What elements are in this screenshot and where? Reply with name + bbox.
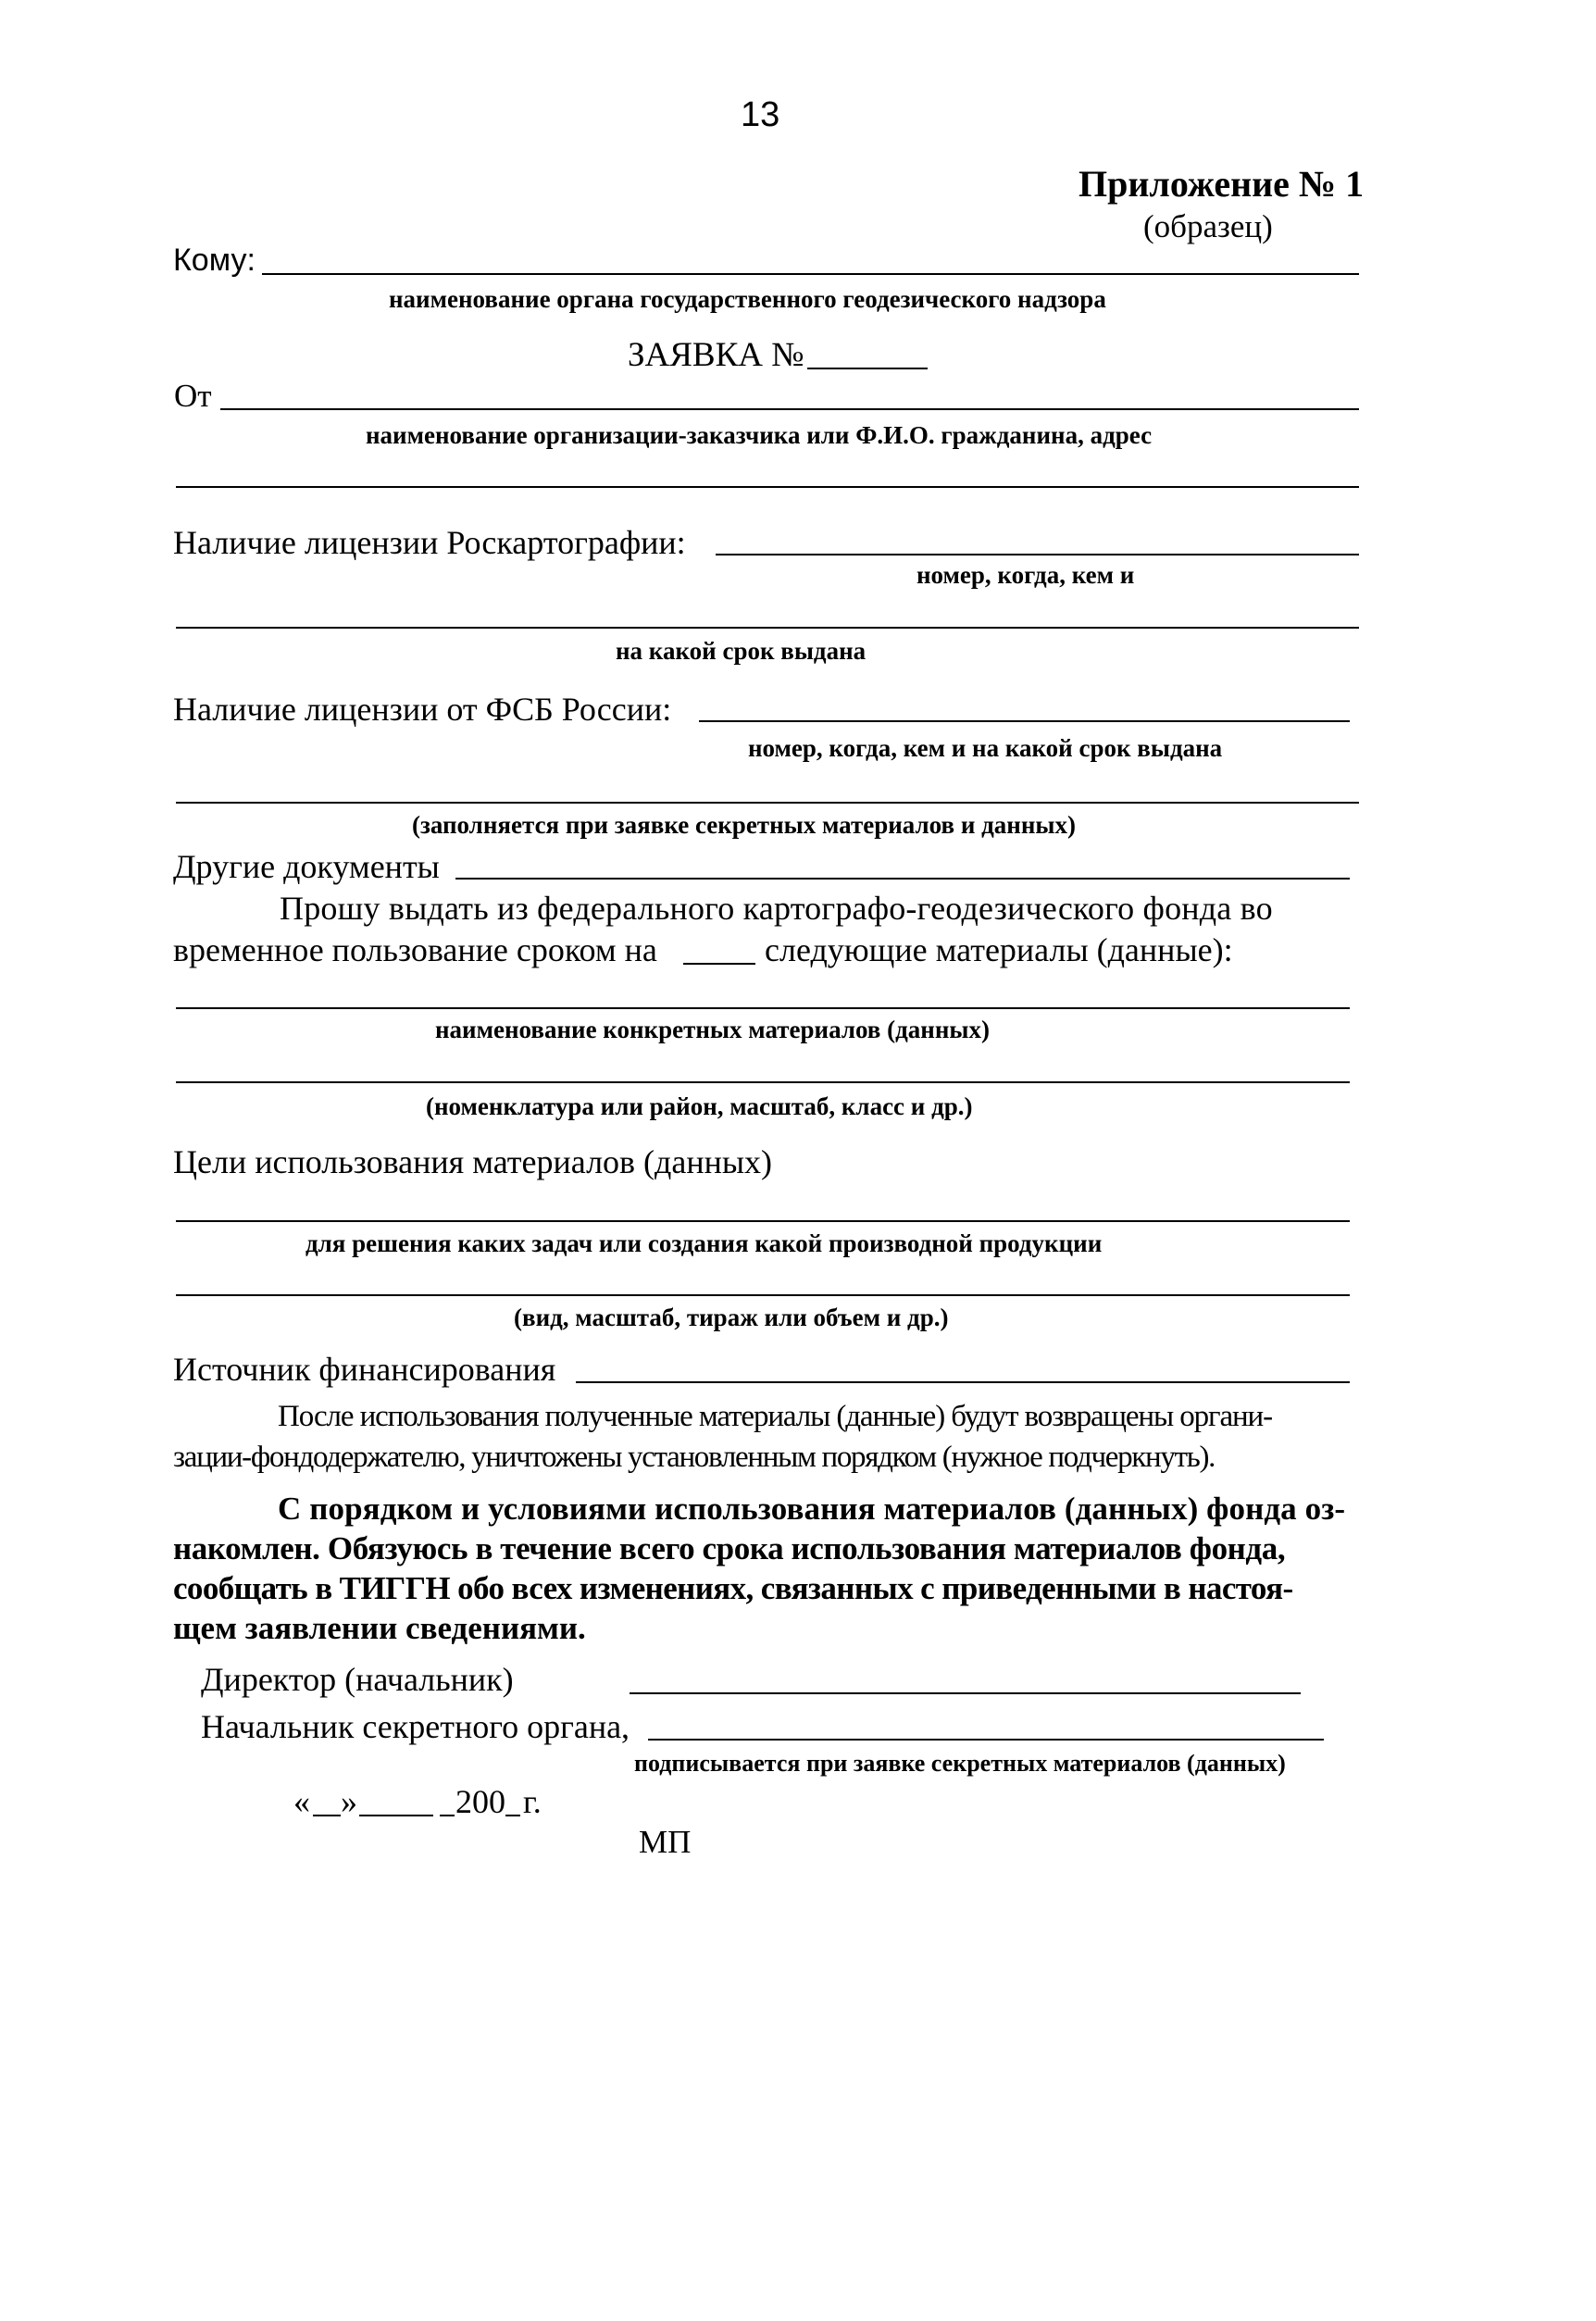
director-signature-field[interactable]: [630, 1692, 1301, 1694]
request-period-field[interactable]: [683, 963, 755, 965]
date-year-suffix: г.: [523, 1783, 542, 1820]
to-field[interactable]: [262, 273, 1359, 275]
date-close-quote: »: [341, 1783, 357, 1820]
license-fsb-field[interactable]: [699, 720, 1350, 722]
date-year-suffix-field[interactable]: [505, 1815, 520, 1816]
return-note-line1: После использования полученные материалы (данные) будут возвращены органи-: [278, 1400, 1273, 1433]
appendix-subtitle: (образец): [1143, 208, 1273, 244]
agreement-line2: накомлен. Обязуюсь в течение всего срока использования материалов фонда,: [173, 1530, 1286, 1566]
funding-field[interactable]: [576, 1381, 1350, 1383]
to-label: Кому:: [173, 243, 256, 278]
to-caption: наименование органа государственного геодезического надзора: [389, 285, 1106, 313]
request-materials-field-2[interactable]: [176, 1081, 1350, 1083]
request-line2a: временное пользование сроком на: [173, 931, 657, 968]
other-docs-label: Другие документы: [173, 848, 440, 885]
license-roskart-field[interactable]: [716, 554, 1359, 555]
purpose-caption2: (вид, масштаб, тираж или объем и др.): [514, 1304, 949, 1331]
request-caption1: наименование конкретных материалов (данных): [435, 1016, 990, 1043]
license-roskart-label: Наличие лицензии Роскартографии:: [173, 524, 686, 561]
date-year: 200: [455, 1783, 505, 1820]
director-label: Директор (начальник): [201, 1661, 514, 1698]
date-month-field[interactable]: [359, 1815, 433, 1816]
license-roskart-field-2[interactable]: [176, 627, 1359, 629]
request-materials-field[interactable]: [176, 1007, 1350, 1009]
application-number-field[interactable]: [807, 368, 928, 369]
stamp-label: МП: [639, 1824, 692, 1860]
purpose-field[interactable]: [176, 1220, 1350, 1222]
agreement-line1: С порядком и условиями использования материалов (данных) фонда оз-: [278, 1491, 1346, 1527]
request-caption2: (номенклатура или район, масштаб, класс и др.): [426, 1092, 973, 1120]
purpose-caption1: для решения каких задач или создания какой производной продукции: [305, 1229, 1103, 1257]
license-fsb-caption2: (заполняется при заявке секретных материалов и данных): [412, 811, 1076, 839]
agreement-line3: сообщать в ТИГГН обо всех изменениях, связанных с приведенными в настоя-: [173, 1570, 1293, 1606]
request-line2b: следующие материалы (данные):: [765, 931, 1233, 968]
secret-head-signature-field[interactable]: [648, 1739, 1324, 1741]
purpose-field-2[interactable]: [176, 1294, 1350, 1296]
other-docs-field[interactable]: [455, 878, 1350, 880]
date-open-quote: «: [293, 1783, 310, 1820]
return-note-line2: зации-фондодержателю, уничтожены установленным порядком (нужное подчеркнуть).: [173, 1441, 1216, 1474]
appendix-title: Приложение № 1: [1079, 163, 1365, 205]
agreement-line4: щем заявлении сведениями.: [173, 1610, 586, 1646]
purpose-label: Цели использования материалов (данных): [173, 1143, 773, 1180]
license-fsb-label: Наличие лицензии от ФСБ России:: [173, 691, 672, 728]
application-title: ЗАЯВКА №: [628, 336, 804, 374]
from-field-2[interactable]: [176, 486, 1359, 488]
license-fsb-caption1: номер, когда, кем и на какой срок выдана: [748, 734, 1223, 762]
license-roskart-caption1: номер, когда, кем и: [916, 561, 1135, 589]
date-day-field[interactable]: [313, 1815, 341, 1816]
page-number: 13: [741, 95, 780, 134]
secret-head-label: Начальник секретного органа,: [201, 1708, 630, 1745]
from-field[interactable]: [220, 408, 1359, 410]
date-year-prefix-field[interactable]: [440, 1815, 455, 1816]
from-caption: наименование организации-заказчика или Ф.И.О. гражданина, адрес: [366, 421, 1153, 449]
funding-label: Источник финансирования: [173, 1351, 556, 1388]
license-roskart-caption2: на какой срок выдана: [616, 637, 867, 665]
from-label: От: [174, 378, 212, 414]
secret-head-caption: подписывается при заявке секретных материалов (данных): [634, 1750, 1286, 1777]
license-fsb-field-2[interactable]: [176, 802, 1359, 804]
request-line1: Прошу выдать из федерального картографо-геодезического фонда во: [280, 890, 1273, 927]
